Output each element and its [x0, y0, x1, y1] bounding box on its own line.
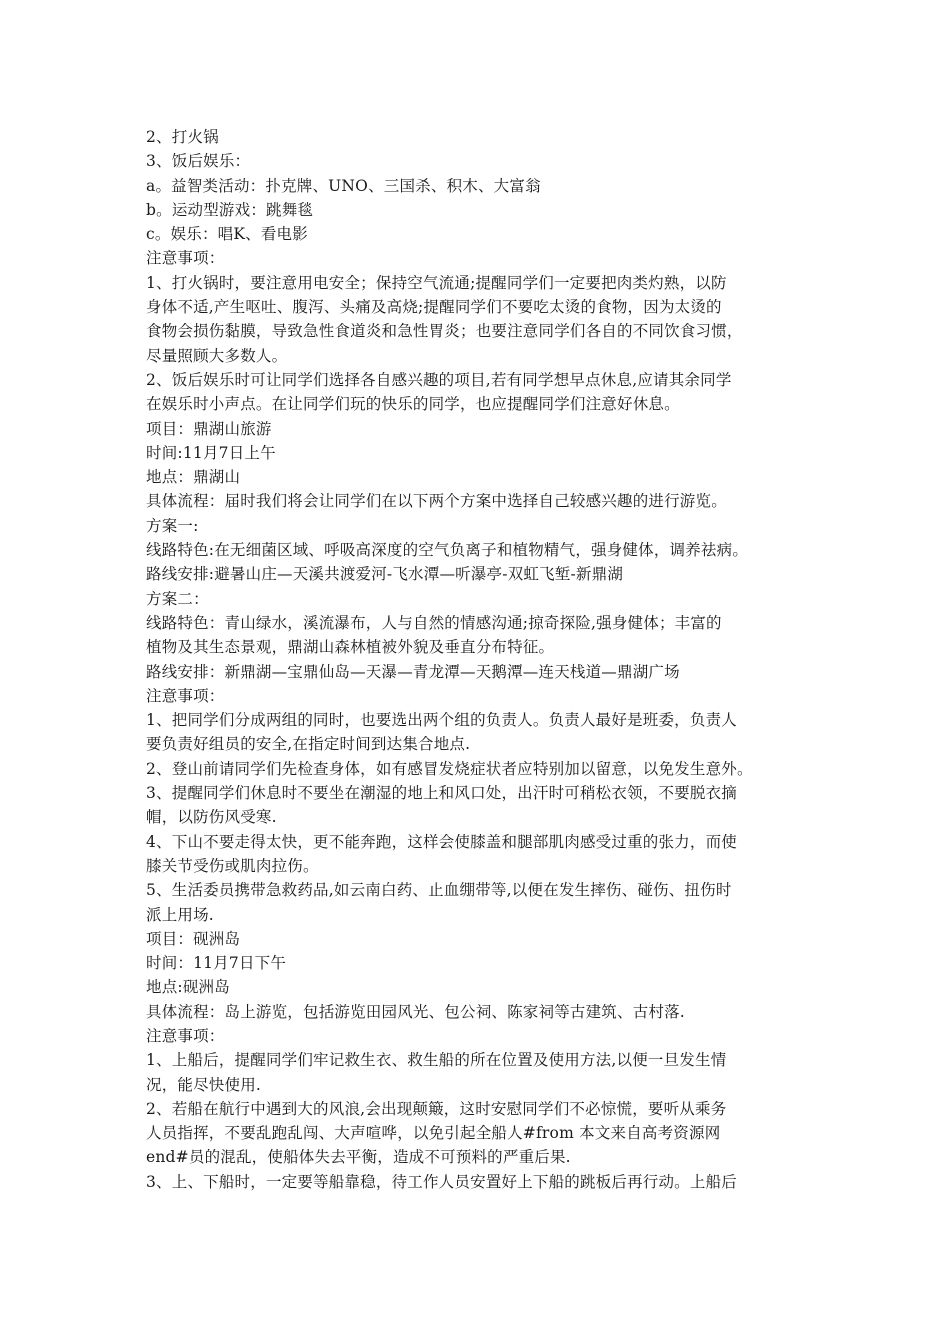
- text-line: 1、把同学们分成两组的同时，也要选出两个组的负责人。负责人最好是班委，负责人: [146, 711, 737, 730]
- text-line: 具体流程：岛上游览，包括游览田园风光、包公祠、陈家祠等古建筑、古村落.: [146, 1002, 685, 1021]
- text-line: 要负责好组员的安全,在指定时间到达集合地点.: [146, 735, 471, 754]
- text-line: 路线安排：新鼎湖—宝鼎仙岛—天瀑—青龙潭—天鹅潭—连天栈道—鼎湖广场: [146, 662, 680, 681]
- text-line: 3、上、下船时，一定要等船靠稳，待工作人员安置好上下船的跳板后再行动。上船后: [146, 1172, 737, 1191]
- text-line: 身体不适,产生呕吐、腹泻、头痛及高烧;提醒同学们不要吃太烫的食物，因为太烫的: [146, 298, 722, 317]
- project-title: 项目：鼎湖山旅游: [146, 419, 272, 438]
- text-line: 4、下山不要走得太快，更不能奔跑，这样会使膝盖和腿部肌肉感受过重的张力，而使: [146, 832, 737, 851]
- project-time: 时间:11月7日上午: [146, 443, 276, 462]
- text-line: 在娱乐时小声点。在让同学们玩的快乐的同学，也应提醒同学们注意好休息。: [146, 395, 680, 414]
- text-line: 线路特色：青山绿水，溪流瀑布，人与自然的情感沟通;掠奇探险,强身健体；丰富的: [146, 613, 722, 632]
- project-location: 地点:砚洲岛: [146, 978, 230, 997]
- text-line: 尽量照顾大多数人。: [146, 346, 288, 365]
- document-body: [146, 125, 826, 1194]
- text-line: 具体流程：届时我们将会让同学们在以下两个方案中选择自己较感兴趣的进行游览。: [146, 492, 727, 511]
- text-line: 膝关节受伤或肌肉拉伤。: [146, 856, 319, 875]
- text-line: 帽，以防伤风受寒.: [146, 808, 277, 827]
- text-line: 2、若船在航行中遇到大的风浪,会出现颠簸，这时安慰同学们不必惊慌，要听从乘务: [146, 1099, 727, 1118]
- plan-heading: 方案二：: [146, 589, 209, 608]
- text-line: a。益智类活动：扑克牌、UNO、三国杀、积木、大富翁: [146, 176, 541, 195]
- text-line: 1、打火锅时，要注意用电安全；保持空气流通;提醒同学们一定要把肉类灼熟，以防: [146, 273, 727, 292]
- text-line: 植物及其生态景观，鼎湖山森林植被外貌及垂直分布特征。: [146, 638, 555, 657]
- text-line: 线路特色:在无细菌区域、呼吸高深度的空气负离子和植物精气，强身健体，调养祛病。: [146, 541, 749, 560]
- project-time: 时间：11月7日下午: [146, 954, 287, 973]
- text-line: 食物会损伤黏膜，导致急性食道炎和急性胃炎；也要注意同学们各自的不同饮食习惯，: [146, 322, 743, 341]
- text-line: end#员的混乱，使船体失去平衡，造成不可预料的严重后果.: [146, 1148, 571, 1167]
- text-line: 2、饭后娱乐时可让同学们选择各自感兴趣的项目,若有同学想早点休息,应请其余同学: [146, 370, 732, 389]
- section-heading: 注意事项：: [146, 686, 225, 705]
- section-heading: 注意事项：: [146, 1026, 225, 1045]
- text-line: 2、打火锅: [146, 128, 219, 146]
- project-location: 地点：鼎湖山: [146, 468, 241, 487]
- project-title: 项目：砚洲岛: [146, 929, 241, 948]
- text-line: 况，能尽快使用.: [146, 1075, 262, 1094]
- text-line: 5、生活委员携带急救药品,如云南白药、止血绷带等,以便在发生摔伤、碰伤、扭伤时: [146, 881, 732, 900]
- text-line: c。娱乐：唱K、看电影: [146, 225, 308, 244]
- text-line: b。运动型游戏：跳舞毯: [146, 200, 314, 219]
- plan-heading: 方案一:: [146, 516, 199, 535]
- section-heading: 注意事项：: [146, 249, 225, 268]
- text-line: 路线安排:避暑山庄—天溪共渡爱河-飞水潭—听瀑亭-双虹飞堑-新鼎湖: [146, 565, 624, 584]
- text-line: 人员指挥，不要乱跑乱闯、大声喧哗，以免引起全船人#from 本文来自高考资源网: [146, 1124, 721, 1143]
- text-line: 1、上船后，提醒同学们牢记救生衣、救生船的所在位置及使用方法,以便一旦发生情: [146, 1051, 727, 1070]
- text-line: 2、登山前请同学们先检查身体，如有感冒发烧症状者应特别加以留意，以免发生意外。: [146, 759, 753, 778]
- text-line: 派上用场.: [146, 905, 214, 924]
- text-line: 3、提醒同学们休息时不要坐在潮湿的地上和风口处，出汗时可稍松衣领，不要脱衣摘: [146, 784, 737, 803]
- text-line: 3、饭后娱乐：: [146, 152, 251, 171]
